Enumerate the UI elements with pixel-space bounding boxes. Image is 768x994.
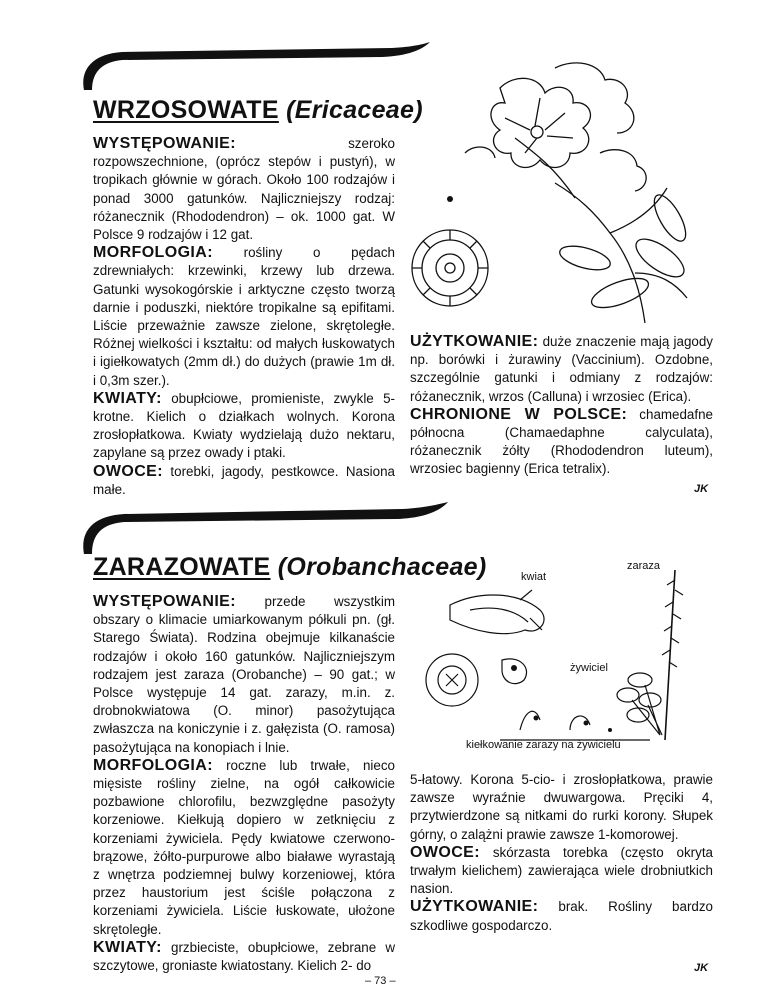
broomrape-illustration (410, 560, 710, 755)
decorative-swash-top (62, 40, 434, 96)
section-title-ericaceae (93, 96, 423, 125)
label-plant: zaraza (627, 560, 661, 572)
decorative-swash-middle (62, 500, 452, 560)
family-name: WRZOSOWATE (93, 96, 279, 124)
family-name: ZARAZOWATE (93, 553, 271, 581)
family-latin-name: (Orobanchaceae) (277, 553, 487, 581)
orobanchaceae-right-column (410, 771, 713, 935)
occurrence-paragraph: WYSTĘPOWANIE: przede wszystkim obszary o klimacie umiarkowanym półkuli pn. (gł. Starego Świata). Rodzina obejmuje kilkanaście rodzajów i około 160 gatunków. Najliczniejszym rodzajem jest zaraza (Orobanche) – 90 gat.; w Polsce występuje 14 gat. zarazy, m.in. z. drobnokwiatowa (O. minor) pasożytująca zwłaszcza na koniczynie i z. gałęzista (O. ramosa) pasożytująca na konopiach i lnie. (93, 593, 395, 755)
page-number: – 73 – (365, 975, 396, 987)
author-initials: JK (694, 962, 709, 974)
fruits-paragraph: OWOCE: skórzasta torebka (często okryta trwałym kielichem) zawierająca wiele drobniutkich nasion. (410, 843, 713, 897)
occurrence-paragraph: WYSTĘPOWANIE: szeroko rozpowszechnione, (oprócz stepów i pustyń), w tropikach głównie w górach. Około 100 rodzajów i ponad 3000 gatunków. Najliczniejszy rodzaj: różanecznik (Rhododendron) – ok. 1000 gat. W Polsce 9 rodzajów i 12 gat. (93, 135, 395, 243)
morphology-paragraph: MORFOLOGIA: roczne lub trwałe, nieco mięsiste rośliny zielne, na ogół całkowicie pozbawione chlorofilu, bezwzględne pasożyty korzeniowe. Kiełkują dopiero w zetknięciu z korzeniami żywiciela. Pędy kwiatowe czerwono-brązowe, żółto-purpurowe albo białawe wyrastają z wnętrza podziemnej bulwy korzeniowej, która przez haustorium jest ściśle połączona z korzeniami żywiciela. Liście łuskowate, ułożone skrętoległe. (93, 756, 395, 937)
label-germination: kiełkowanie zarazy na żywicielu (466, 739, 621, 751)
ericaceae-right-column (410, 333, 713, 479)
orobanchaceae-left-column (93, 593, 395, 975)
flowers-paragraph-continued: 5-łatowy. Korona 5-cio- i zrosłopłatkowa, prawie zawsze wyraźnie dwuwargowa. Pręciki 4, przytwierdzone są nitkami do rurki korony. Słupek górny, o zalążni prawie zawsze 1-komorowej. (410, 772, 713, 842)
protected-paragraph: CHRONIONE W POLSCE: chamedafne północna (Chamaedaphne calyculata), różanecznik żółty (Rhododendron luteum), wrzosiec bagienny (Erica tetralix). (410, 405, 713, 477)
label-host: żywiciel (570, 662, 608, 674)
usage-paragraph: UŻYTKOWANIE: duże znaczenie mają jagody np. borówki i żurawiny (Vaccinium). Ozdobne, szczególnie gatunki i odmiany z rodzajów: różanecznik, wrzos (Calluna) i wrzosiec (Erica). (410, 333, 713, 404)
usage-paragraph: UŻYTKOWANIE: brak. Rośliny bardzo szkodliwe gospodarczo. (410, 898, 713, 933)
fruits-paragraph: OWOCE: torebki, jagody, pestkowce. Nasiona małe. (93, 462, 395, 497)
morphology-paragraph: MORFOLOGIA: rośliny o pędach zdrewniałych: krzewinki, krzewy lub drzewa. Gatunki wysokogórskie i arktyczne często tworzą darnie i poduszki, niektóre tropikalne są epifitami. Liście przeważnie zawsze zielone, skrętoległe. Różnej wielkości i kształtu: od małych łuskowatych i igiełkowatych (2mm dł.) do dużych (prawie 1m dł. i 0,3m szer.). (93, 244, 395, 388)
label-flower: kwiat (521, 571, 547, 583)
rhododendron-illustration (405, 58, 700, 328)
ericaceae-left-column (93, 135, 395, 499)
flowers-paragraph-start: KWIATY: grzbieciste, obupłciowe, zebrane w szczytowe, groniaste kwiatostany. Kielich 2- do (93, 938, 395, 974)
family-latin-name: (Ericaceae) (286, 96, 423, 124)
author-initials: JK (694, 483, 709, 495)
flowers-paragraph: KWIATY: obupłciowe, promieniste, zwykle 5-krotne. Kielich o działkach wolnych. Korona zrosłopłatkowa. Kwiaty wydzielają dużo nektaru, zapylane są przez owady i ptaki. (93, 389, 395, 461)
